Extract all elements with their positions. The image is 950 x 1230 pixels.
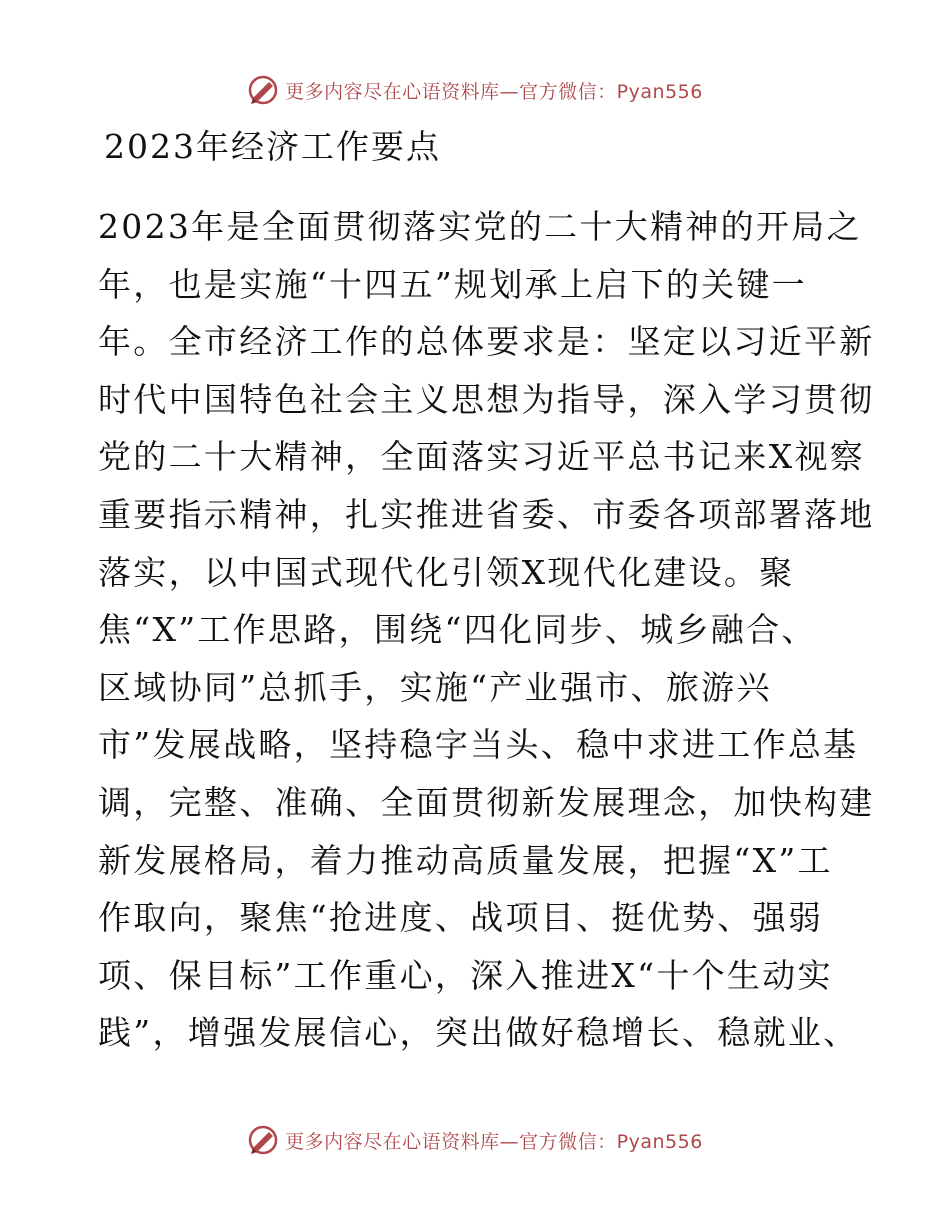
watermark-header (0, 70, 950, 110)
watermark-text: 更多内容尽在心语资料库—官方微信：Pyan556 (285, 1130, 703, 1153)
body-line: 践”，增强发展信心，突出做好稳增长、稳就业、 (98, 1013, 859, 1053)
body-line: 2023年是全面贯彻落实党的二十大精神的开局之 (98, 207, 862, 246)
pen-logo-icon (247, 74, 279, 106)
body-line: 新发展格局，着力推动高质量发展，把握“X”工 (98, 840, 833, 880)
watermark-footer (0, 1120, 950, 1160)
body-line: 市”发展战略，坚持稳字当头、稳中求进工作总基 (98, 725, 859, 765)
document-body (98, 198, 875, 1062)
watermark-text: 更多内容尽在心语资料库—官方微信：Pyan556 (285, 80, 703, 103)
body-line: 项、保目标”工作重心，深入推进X“十个生动实 (98, 955, 833, 995)
body-line: 落实，以中国式现代化引领X现代化建设。聚 (98, 552, 795, 592)
body-line: 年，也是实施“十四五”规划承上启下的关键一 (98, 264, 808, 304)
body-line: 时代中国特色社会主义思想为指导，深入学习贯彻 (98, 379, 875, 419)
body-line: 党的二十大精神，全面落实习近平总书记来X视察 (98, 437, 866, 477)
document-title: 2023年经济工作要点 (104, 127, 441, 166)
body-line: 区域协同”总抓手，实施“产业强市、旅游兴 (98, 667, 772, 707)
body-line: 重要指示精神，扎实推进省委、市委各项部署落地 (98, 494, 875, 534)
body-line: 焦“X”工作思路，围绕“四化同步、城乡融合、 (98, 610, 817, 650)
body-line: 年。全市经济工作的总体要求是：坚定以习近平新 (98, 322, 875, 362)
body-line: 调，完整、准确、全面贯彻新发展理念，加快构建 (98, 782, 875, 822)
body-line: 作取向，聚焦“抢进度、战项目、挺优势、强弱 (98, 898, 824, 938)
pen-logo-icon (247, 1124, 279, 1156)
